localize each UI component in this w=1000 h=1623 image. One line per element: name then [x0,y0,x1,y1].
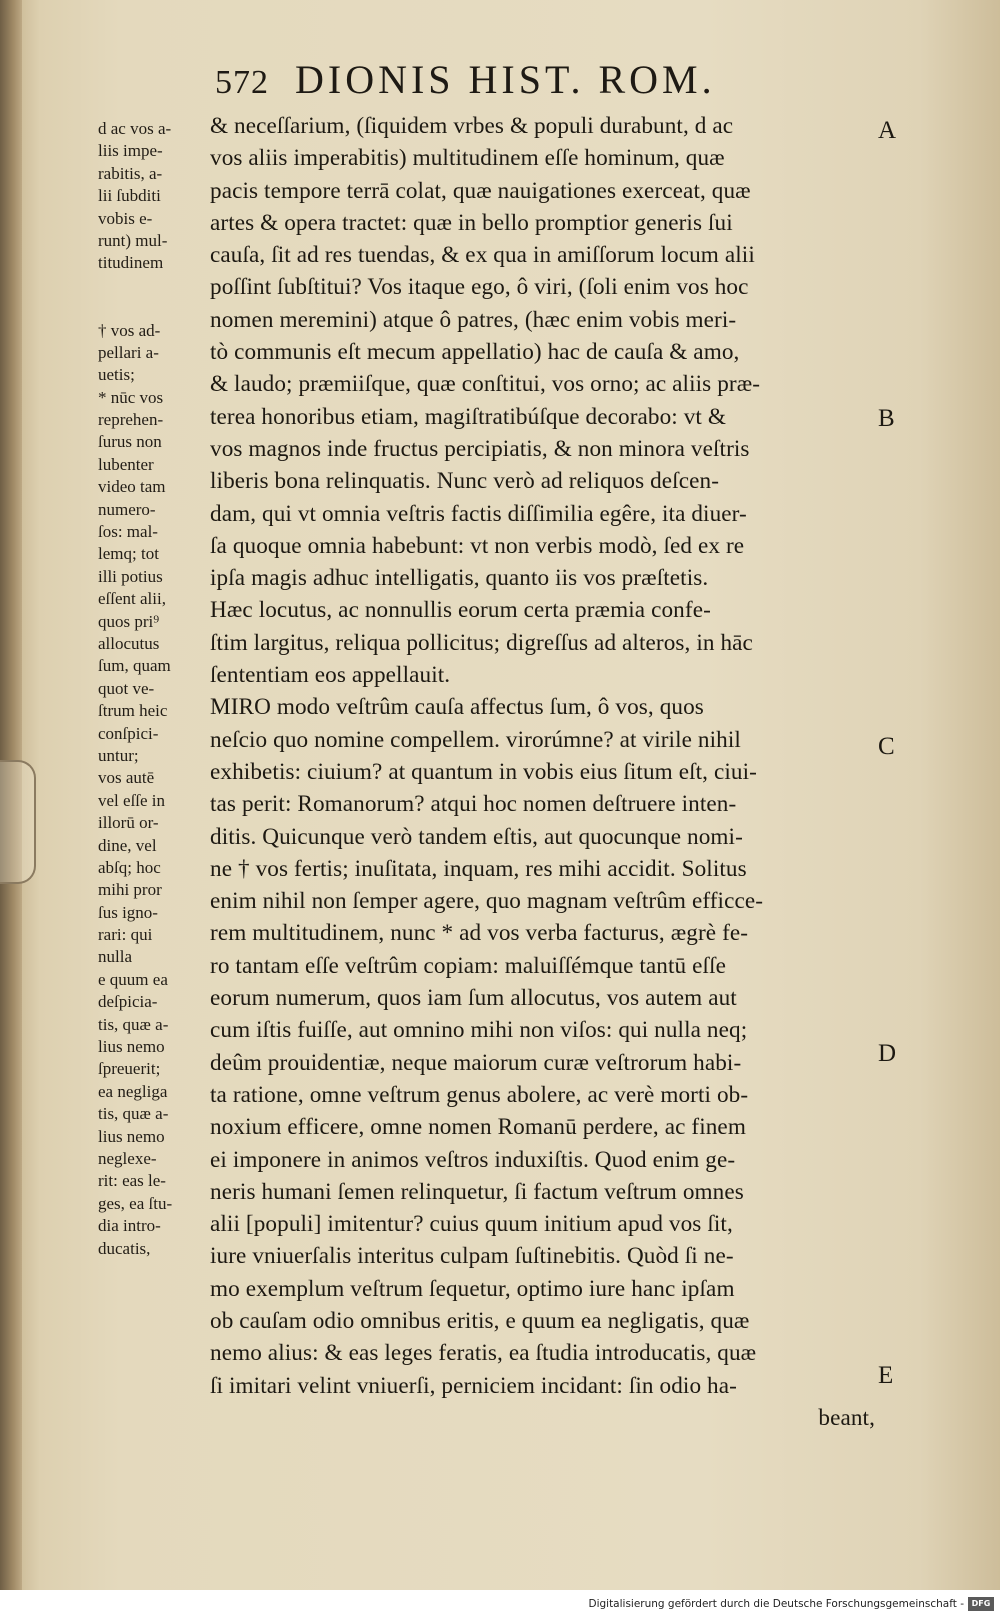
margin-note-line: rabitis, a- [98,163,163,183]
text-line: ei imponere in animos veſtros induxiſtis. Quod enim ge- [210,1146,736,1173]
margin-note-line: ſtrum heic [98,701,168,721]
main-text-block [210,110,875,1434]
margin-note-line: † vos ad- [98,320,161,340]
catchword: beant, [818,1404,875,1431]
margin-note-line: allocutus [98,633,160,653]
margin-note-line: video tam [98,477,166,497]
text-line: noxium efficere, omne nomen Romanū perdere, ac finem [210,1114,746,1141]
margin-note-line: eſſent alii, [98,589,166,609]
margin-note-line: illorū or- [98,813,159,833]
margin-note-line: illi potius [98,566,163,586]
text-line: ne † vos fertis; inuſitata, inquam, res mihi accidit. Solitus [210,855,747,882]
margin-note-line: ſpreuerit; [98,1059,161,1079]
margin-note-line: tis, quæ a- [98,1104,169,1124]
margin-note-line: * nūc vos [98,387,164,407]
margin-note-line: lius nemo [98,1126,165,1146]
margin-note-line: uetis; [98,365,135,385]
text-line: deûm prouidentiæ, neque maiorum curæ veſtrorum habi- [210,1049,742,1076]
margin-note-line: ſus igno- [98,902,158,922]
margin-note-line: quot ve- [98,678,155,698]
text-line: cauſa, ſit ad res tuendas, & ex qua in amiſſorum locum alii [210,242,755,269]
text-line: exhibetis: ciuium? at quantum in vobis eius ſitum eſt, ciui- [210,758,757,785]
margin-note-line: lemq; tot [98,544,159,564]
text-line: iure vniuerſalis interitus culpam ſuſtinebitis. Quòd ſi ne- [210,1243,734,1270]
margin-note-line: runt) mul- [98,230,168,250]
text-line: & laudo; præmiiſque, quæ conſtitui, vos orno; ac aliis præ- [210,371,761,398]
text-line: cum iſtis fuiſſe, aut omnino mihi non viſos: qui nulla neq; [210,1017,748,1044]
text-line: ro tantam eſſe veſtrûm copiam: maluiſſémque tantū eſſe [210,952,726,979]
text-line: ſa quoque omnia habebunt: vt non verbis modò, ſed ex re [210,532,745,559]
margin-note-line: dia intro- [98,1216,161,1236]
text-line: enim nihil non ſemper agere, quo magnam veſtrûm efficce- [210,888,764,915]
section-letter-b: B [878,405,895,432]
marginal-notes [98,118,208,1260]
text-line: nomen meremini) atque ô patres, (hæc enim vobis meri- [210,306,737,333]
margin-note-line: reprehen- [98,410,164,430]
margin-note-line: titudinem [98,253,164,273]
margin-note-line: vos autē [98,768,155,788]
text-line: nemo alius: & eas leges feratis, ea ſtudia introducatis, quæ [210,1340,757,1367]
margin-note-line: rit: eas le- [98,1171,166,1191]
text-line: eorum numerum, quos iam ſum allocutus, vos autem aut [210,985,737,1012]
text-line: ſtim largitus, reliqua pollicitus; digreſſus ad alteros, in hāc [210,629,753,656]
margin-note-line: quos pri⁹ [98,611,160,631]
margin-note-line [98,275,208,297]
text-line: MIRO modo veſtrûm cauſa affectus ſum, ô vos, quos [210,694,704,721]
text-line: ob cauſam odio omnibus eritis, e quum ea negligatis, quæ [210,1307,750,1334]
margin-note-line: liis impe- [98,141,163,161]
margin-note-line: e quum ea [98,969,168,989]
margin-note-line: ea negliga [98,1081,168,1101]
running-header [215,56,875,103]
margin-note-line: rari: qui [98,925,153,945]
text-line: tò communis eſt mecum appellatio) hac de cauſa & amo, [210,339,740,366]
text-line: neſcio quo nomine compellem. virorúmne? at virile nihil [210,726,741,753]
margin-note-line: deſpicia- [98,992,158,1012]
margin-note-line: conſpici- [98,723,159,743]
text-line: liberis bona relinquatis. Nunc verò ad reliquos deſcen- [210,468,720,495]
text-line: rem multitudinem, nunc * ad vos verba facturus, ægrè fe- [210,920,749,947]
margin-note-line: dine, vel [98,835,157,855]
text-line: artes & opera tractet: quæ in bello promptior generis ſui [210,209,733,236]
section-letter-c: C [878,733,895,760]
text-line: vos aliis imperabitis) multitudinem eſſe hominum, quæ [210,145,725,172]
text-line: alii [populi] imitentur? cuius quum initium apud vos ſit, [210,1211,733,1238]
margin-note-line: numero- [98,499,156,519]
text-line: pacis tempore terrā colat, quæ nauigationes exerceat, quæ [210,177,751,204]
margin-note-line: mihi pror [98,880,162,900]
text-line: Hæc locutus, ac nonnullis eorum certa præmia confe- [210,597,711,624]
margin-note-line: abſq; hoc [98,857,161,877]
page-clip [0,760,36,884]
text-line: & neceſſarium, (ſiquidem vrbes & populi durabunt, d ac [210,113,734,139]
margin-note-line: pellari a- [98,342,159,362]
footer-credit: Digitalisierung gefördert durch die Deutsche Forschungsgemeinschaft - [588,1598,964,1610]
text-line: ditis. Quicunque verò tandem eſtis, aut quocunque nomi- [210,823,743,850]
margin-note-line: ges, ea ſtu- [98,1193,173,1213]
text-line: vos magnos inde fructus percipiatis, & non minora veſtris [210,435,750,462]
margin-note-line: tis, quæ a- [98,1014,169,1034]
text-line: ſi imitari velint vniuerſi, perniciem incidant: ſin odio ha- [210,1372,737,1399]
text-line: neris humani ſemen relinquetur, ſi factum veſtrum omnes [210,1178,744,1205]
margin-note-line: vel eſſe in [98,790,166,810]
margin-note-line: ſos: mal- [98,522,158,542]
digitization-footer [0,1590,1000,1623]
running-title: DIONIS HIST. ROM. [295,57,716,102]
text-line: ta ratione, omne veſtrum genus abolere, ac verè morti ob- [210,1081,749,1108]
text-line: ipſa magis adhuc intelligatis, quanto iis vos præſtetis. [210,565,709,592]
text-line: dam, qui vt omnia veſtris factis diſſimilia egêre, ita diuer- [210,500,747,527]
margin-note-line: lius nemo [98,1037,165,1057]
margin-note-line: lubenter [98,454,154,474]
margin-note-line: untur; [98,745,139,765]
text-line: ſententiam eos appellauit. [210,662,451,689]
margin-note-line: nulla [98,947,132,967]
margin-note-line [98,297,208,319]
text-line: poſſint ſubſtitui? Vos itaque ego, ô viri, (ſoli enim vos hoc [210,274,749,301]
section-letter-d: D [878,1040,897,1067]
text-line: mo exemplum veſtrum ſequetur, optimo iure hanc ipſam [210,1275,735,1302]
margin-note-line: ducatis, [98,1238,151,1258]
margin-note-line: vobis e- [98,208,153,228]
text-line: terea honoribus etiam, magiſtratibúſque decorabo: vt & [210,403,727,430]
margin-note-line: ſurus non [98,432,162,452]
text-line: tas perit: Romanorum? atqui hoc nomen deſtruere inten- [210,791,737,818]
section-letter-e: E [878,1362,894,1389]
margin-note-line: neglexe- [98,1148,157,1168]
page-number: 572 [215,64,269,101]
margin-note-line: lii ſubditi [98,186,161,206]
margin-note-line: ſum, quam [98,656,171,676]
section-letter-a: A [878,117,897,144]
margin-note-line: d ac vos a- [98,119,172,138]
dfg-logo: DFG [968,1597,994,1611]
